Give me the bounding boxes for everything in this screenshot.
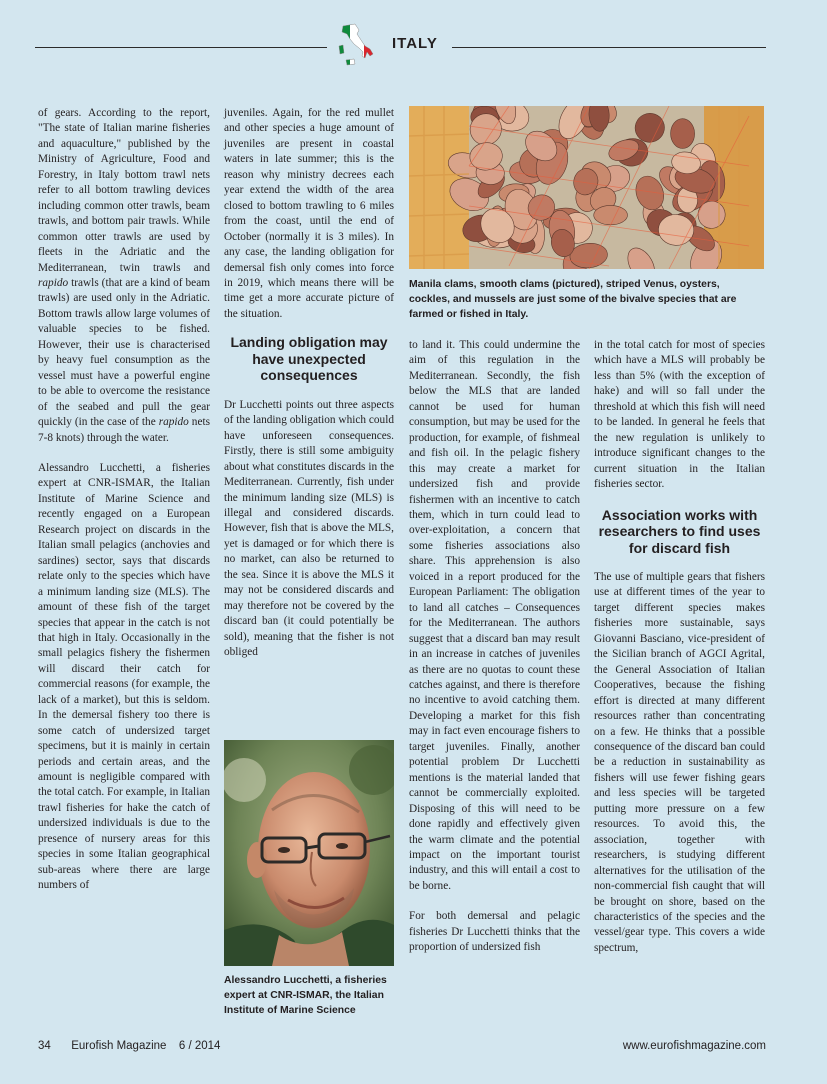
page-number: 34 bbox=[38, 1040, 51, 1052]
italy-map-flag-icon bbox=[335, 22, 379, 70]
footer-url[interactable]: www.eurofishmagazine.com bbox=[622, 1040, 766, 1052]
portrait-image bbox=[224, 740, 394, 966]
clam-shell bbox=[594, 205, 628, 224]
section-heading: Landing obligation may have unexpected consequences bbox=[230, 334, 388, 384]
portrait-photo bbox=[224, 740, 394, 966]
paragraph: Dr Lucchetti points out three aspects of the landing obligation which could have unforeseen consequences. Firstly, there is still some ambiguity about what constitutes discards in the Mediterranean. Currently, fish under the minimum landing size (MLS) is illegal and considered discards. However, fish that is above the MLS, yet is damaged or for which there is no market, can also be returned to the sea. Since it is above the MLS it may not be considered discards and may therefore not be covered by the discard ban (it could potentially be sold), meaning that the fisher is not obliged bbox=[224, 398, 394, 659]
article-column-2 bbox=[224, 106, 394, 661]
article-column-4 bbox=[594, 338, 765, 956]
footer-left bbox=[38, 1040, 220, 1052]
paragraph: to land it. This could undermine the aim of this regulation in the Mediterranean. Secondly, the fish below the MLS that are landed cannot be used for human consumption, but may be used for the production, for example, of fishmeal and fish oil. In the pelagic fishery this may create a market for undersized fish and provide fishermen with an incentive to catch them, which in turn could lead to over-exploitation, a concern that some fisheries associations also share. This apprehension is also voiced in a report produced for the European Parliament: The obligation to land all catches – Consequences for the Mediterranean. The authors suggest that a discard ban may result in an increase in catches of juveniles as there are no quotas to count these catches against, and there is therefore no incentive to avoid catching them. Developing a market for this fish may in fact even encourage fishers to target juveniles. Finally, another potential problem Dr Lucchetti mentions is the material landed that cannot be commercially exploited. Disposing of this will need to be done rapidly and effectively given the warm climate and the potential impact on the important tourist industry, and this will entail a cost to be borne. bbox=[409, 339, 580, 892]
portrait-caption: Alessandro Lucchetti, a fisheries expert at CNR-ISMAR, the Italian Institute of Marine Science bbox=[224, 975, 387, 1016]
clams-photo bbox=[409, 106, 764, 269]
issue-number: 6 / 2014 bbox=[178, 1040, 221, 1052]
article-column-3 bbox=[409, 338, 580, 956]
paragraph: in the total catch for most of species which have a MLS will probably be less than 5% (with the exception of hake) and will so fall under the threshold at which this fish will need to be landed. In general he feels that the new regulation is unlikely to introduce significant changes to the current situation in the Italian fisheries sector. bbox=[594, 339, 765, 491]
clam-shell bbox=[670, 118, 695, 148]
magazine-name: Eurofish Magazine bbox=[71, 1040, 167, 1052]
paragraph: The use of multiple gears that fishers use at different times of the year to target different species makes fisheries more sustainable, says Giovanni Basciano, vice-president of the Sicilian branch of AGCI Agrital, the General Association of Italian Cooperatives, because the fishing effort is directed at many different resources rather than concentrating on a few. He thinks that a possible consequence of the discard ban could be a reduction in sustainability as fishers will use fewer fishing gears and less species will be targeted putting more pressure on a few resources. To avoid this, the association, together with researchers, is studying different alternatives for the utilisation of the non-commercial fish caught that will be brought on shore, based on the characteristics of the species and the vessel/gear type. This covers a wide spectrum, bbox=[594, 571, 765, 954]
paragraph: For both demersal and pelagic fisheries Dr Lucchetti thinks that the proportion of undersized fish bbox=[409, 910, 580, 954]
paragraph: of gears. According to the report, "The state of Italian marine fisheries and aquaculture," published by the Ministry of Agriculture, Food and Forestry, in Italy bottom trawl nets refer to all bottom trawling devices including common otter trawls, beam trawls, and bottom pair trawls. While common otter trawls are used by fleets in the Adriatic and the Mediterranean, twin trawls and rapido trawls (that are a kind of beam trawls) are used only in the Adriatic. Bottom trawls allow large volumes of valuable species to be fished. However, their use is characterised by heavy fuel consumption as the vessel must have a powerful engine to be able to overcome the resistance of the seabed and pull the gear quickly (in the case of the rapido nets 7-8 knots) through the water. bbox=[38, 107, 210, 444]
clams-image bbox=[409, 106, 764, 269]
article-column-1 bbox=[38, 106, 210, 894]
header-rule-left bbox=[35, 47, 327, 48]
section-title: ITALY bbox=[392, 35, 438, 52]
paragraph: Alessandro Lucchetti, a fisheries expert at CNR-ISMAR, the Italian Institute of Marine Science and recently engaged on a European Research project on discards in the Italian small pelagics (anchovies and sardines) sector, says that discards relate only to the species which have a minimum landing size (MLS). The amount of these fish of the target species that appear in the catch is not that high in Italy. Occasionally in the small pelagics fishery the fishermen will discard their catch for commercial reasons (for example, the lack of a market), but this is seldom. In the demersal fishery too there is some catch of undersized target specimens, but it is mainly in certain periods and certain areas, and the amount is negligible compared with the total catch. For example, in Italian trawl fisheries for hake the catch of undersized individuals is due to the presence of nursery areas for this species in some Italian geographical sub-areas where there are large numbers of bbox=[38, 461, 210, 892]
header-rule-right bbox=[452, 47, 766, 48]
clams-caption: Manila clams, smooth clams (pictured), striped Venus, oysters, cockles, and mussels are just some of the bivalve species that are farmed or fished in Italy. bbox=[409, 279, 737, 320]
paragraph: juveniles. Again, for the red mullet and other species a huge amount of juveniles are present in coastal waters in late summer; this is the reason why ministry decrees each year extend the width of the area closed to bottom trawling to 6 miles from the coast, until the end of October (normally it is 3 miles). In any case, the landing obligation for demersal fish only comes into force in 2019, which means there will be time get a more accurate picture of the situation. bbox=[224, 107, 394, 320]
section-heading: Association works with researchers to find uses for discard fish bbox=[598, 506, 761, 556]
